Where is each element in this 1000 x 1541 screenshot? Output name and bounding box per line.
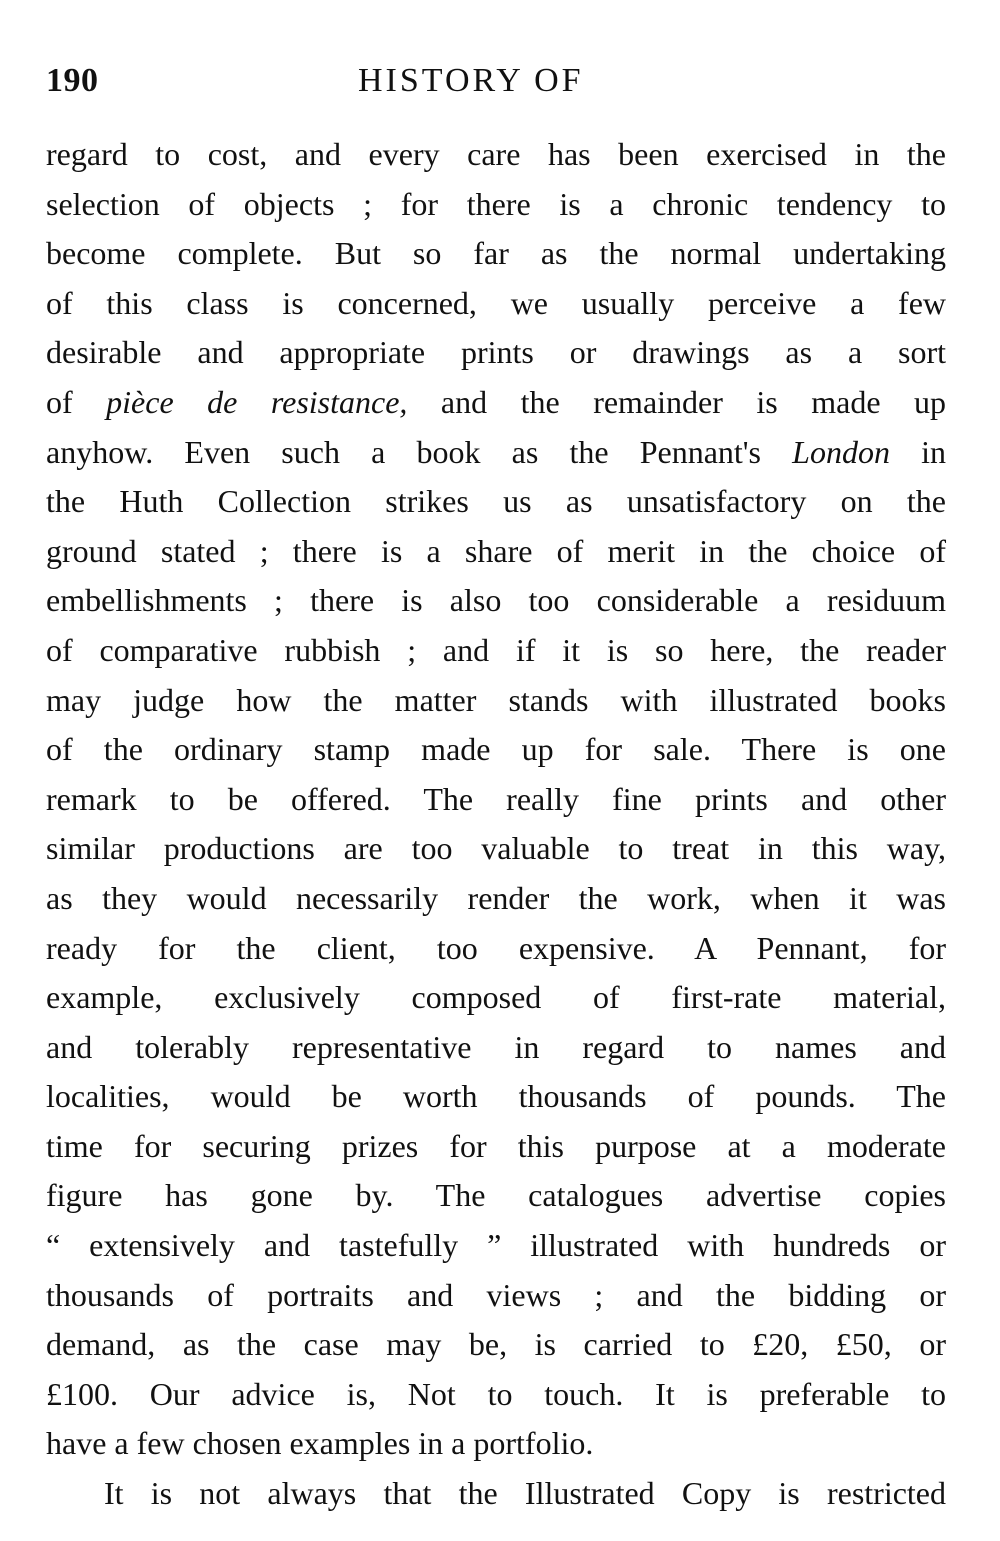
- text-line: of this class is concerned, we usually perceive a few: [46, 284, 946, 321]
- text-line: [46, 428, 946, 478]
- running-head: HISTORY OF: [358, 62, 584, 99]
- text-line: £100. Our advice is, Not to touch. It is preferable to: [46, 1375, 946, 1412]
- text-line: the Huth Collection strikes us as unsatisfactory on the: [46, 483, 946, 520]
- text-line: thousands of portraits and views ; and the bidding or: [46, 1276, 946, 1313]
- text-line: regard to cost, and every care has been exercised in the: [46, 136, 946, 172]
- text-line: example, exclusively composed of first-rate material,: [46, 979, 946, 1016]
- text-line: selection of objects ; for there is a chronic tendency to: [46, 185, 946, 222]
- paragraph-last-line: have a few chosen examples in a portfolio.: [46, 1425, 594, 1462]
- text-line: ready for the client, too expensive. A Pennant, for: [46, 929, 946, 966]
- text-line: [46, 378, 946, 428]
- text-line: may judge how the matter stands with illustrated books: [46, 681, 946, 718]
- text-line: of the ordinary stamp made up for sale. There is one: [46, 731, 946, 768]
- text-run: and the remainder is made up: [407, 383, 947, 420]
- page-number: 190: [46, 62, 99, 99]
- page-header: [46, 62, 946, 106]
- text-line: desirable and appropriate prints or drawings as a sort: [46, 334, 946, 371]
- italic-title: London: [792, 433, 890, 470]
- paragraph-first-line: It is not always that the Illustrated Copy is restricted: [104, 1475, 946, 1512]
- text-line: become complete. But so far as the normal undertaking: [46, 235, 946, 272]
- text-line: demand, as the case may be, is carried to £20, £50, or: [46, 1326, 946, 1363]
- italic-phrase: pièce de resistance,: [106, 383, 408, 420]
- text-line: localities, would be worth thousands of pounds. The: [46, 1078, 946, 1115]
- text-run: anyhow. Even such a book as the Pennant's: [46, 433, 793, 470]
- body-text: [46, 130, 946, 1519]
- text-line: of comparative rubbish ; and if it is so here, the reader: [46, 631, 946, 668]
- text-line: “ extensively and tastefully ” illustrated with hundreds or: [46, 1227, 946, 1264]
- text-line: time for securing prizes for this purpose at a moderate: [46, 1127, 946, 1164]
- text-run: of: [46, 383, 107, 420]
- text-line: similar productions are too valuable to treat in this way,: [46, 830, 946, 867]
- text-line: embellishments ; there is also too considerable a residuum: [46, 582, 946, 619]
- text-line: as they would necessarily render the work, when it was: [46, 879, 946, 916]
- text-line: figure has gone by. The catalogues advertise copies: [46, 1177, 946, 1214]
- text-run: in: [889, 433, 946, 470]
- text-line: ground stated ; there is a share of merit in the choice of: [46, 532, 946, 569]
- text-line: and tolerably representative in regard to names and: [46, 1028, 946, 1065]
- text-line: remark to be offered. The really fine prints and other: [46, 780, 946, 817]
